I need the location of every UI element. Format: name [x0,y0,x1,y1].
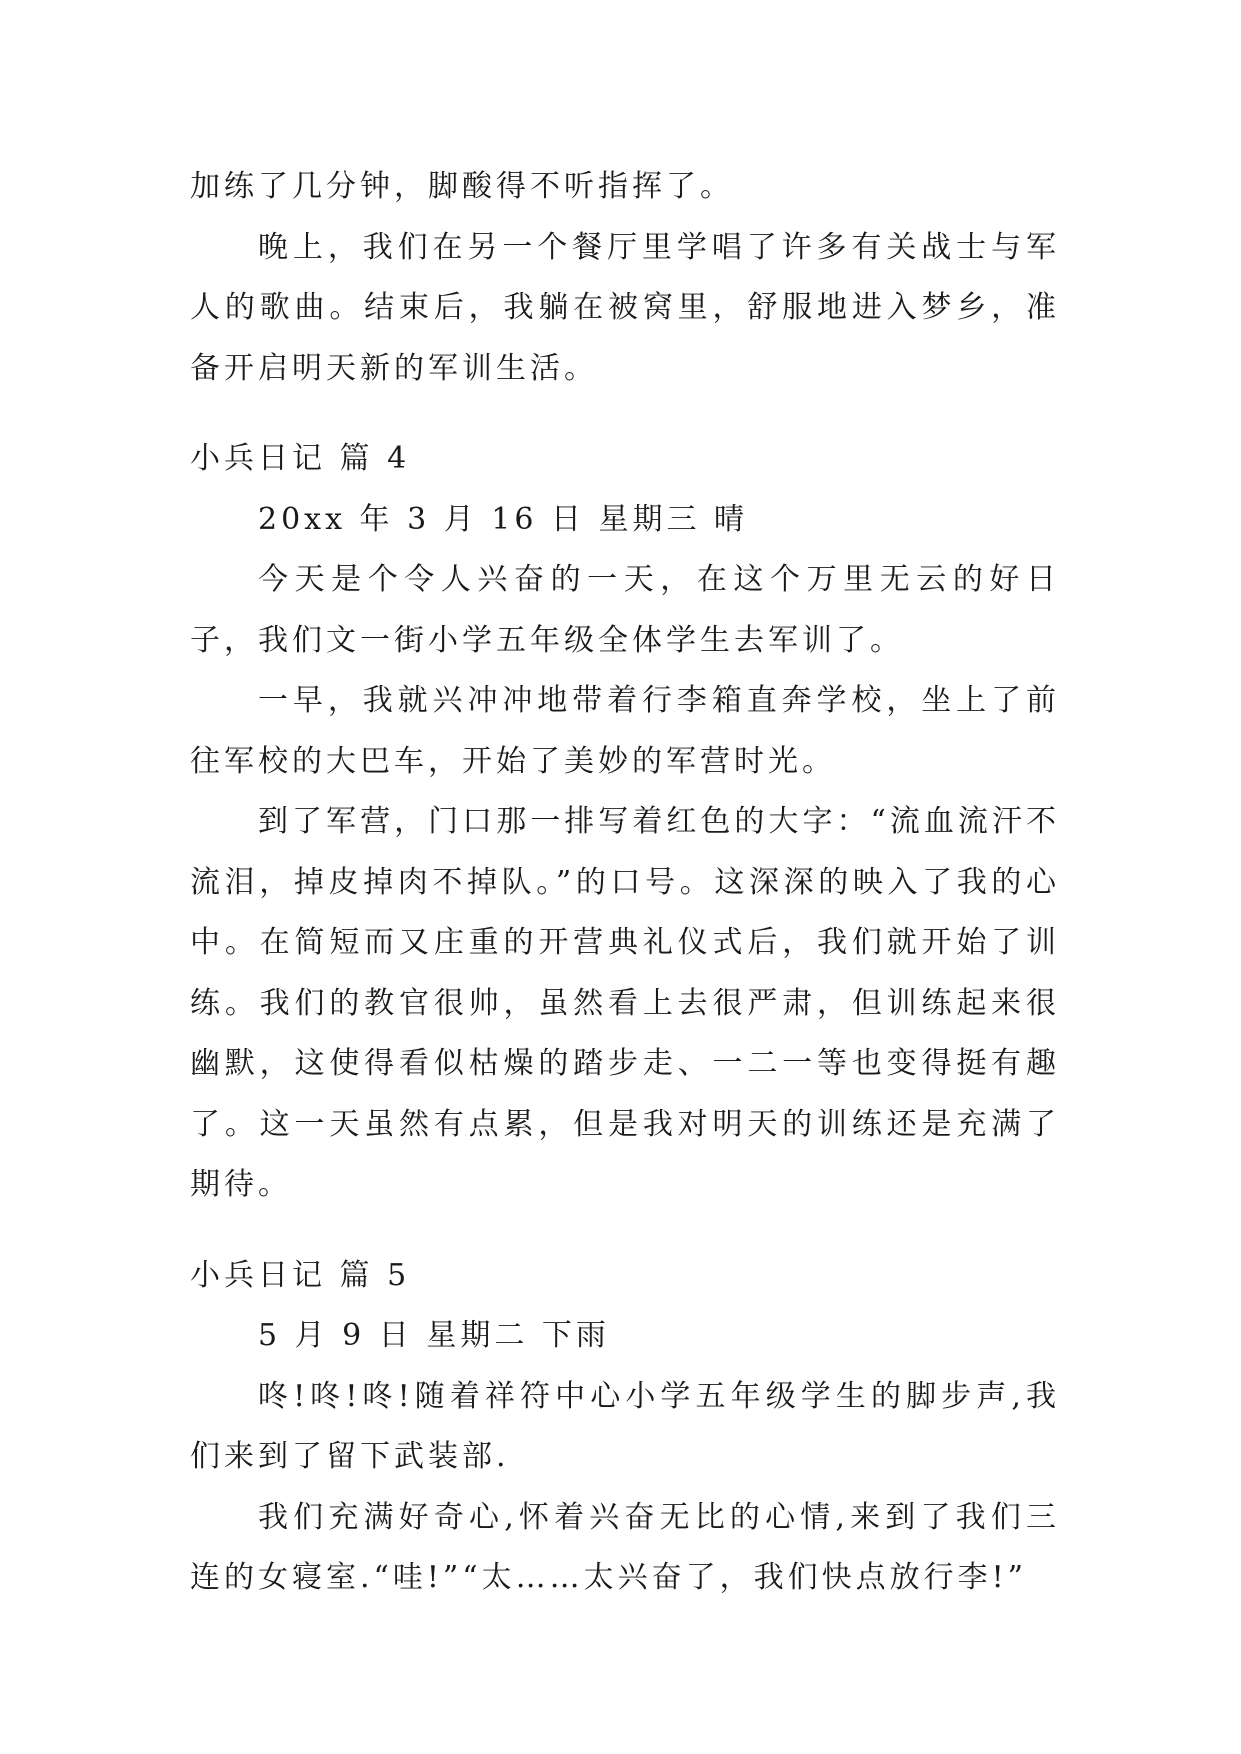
paragraph: 今天是个令人兴奋的一天，在这个万里无云的好日子，我们文一街小学五年级全体学生去军训了。 [190,562,1060,658]
paragraph: 一早，我就兴冲冲地带着行李箱直奔学校，坐上了前往军校的大巴车，开始了美妙的军营时光。 [190,683,1060,779]
section-heading: 小兵日记 篇 5 [190,1257,411,1293]
paragraph: 咚!咚!咚!随着祥符中心小学五年级学生的脚步声,我们来到了留下武装部. [190,1378,1060,1474]
paragraph: 我们充满好奇心,怀着兴奋无比的心情,来到了我们三连的女寝室.“哇!”“太……太兴奋了，我们快点放行李!” [190,1499,1060,1595]
section-gap [190,1216,1060,1246]
diary-date-line: 20xx 年 3 月 16 日 星期三 晴 [258,501,749,537]
document-body [190,157,1060,1609]
paragraph: 加练了几分钟，脚酸得不听指挥了。 [190,169,734,204]
diary-date-line: 5 月 9 日 星期二 下雨 [258,1318,610,1353]
paragraph: 到了军营，门口那一排写着红色的大字：“流血流汗不流泪，掉皮掉肉不掉队。”的口号。这深深的映入了我的心中。在简短而又庄重的开营典礼仪式后，我们就开始了训练。我们的教官很帅，虽然看上去很严肃，但训练起来很幽默，这使得看似枯燥的踏步走、一二一等也变得挺有趣了。这一天虽然有点累，但是我对明天的训练还是充满了期待。 [190,804,1060,1202]
section-gap [190,399,1060,429]
section-heading: 小兵日记 篇 4 [190,441,411,476]
paragraph: 晚上，我们在另一个餐厅里学唱了许多有关战士与军人的歌曲。结束后，我躺在被窝里，舒服地进入梦乡，准备开启明天新的军训生活。 [190,229,1060,386]
